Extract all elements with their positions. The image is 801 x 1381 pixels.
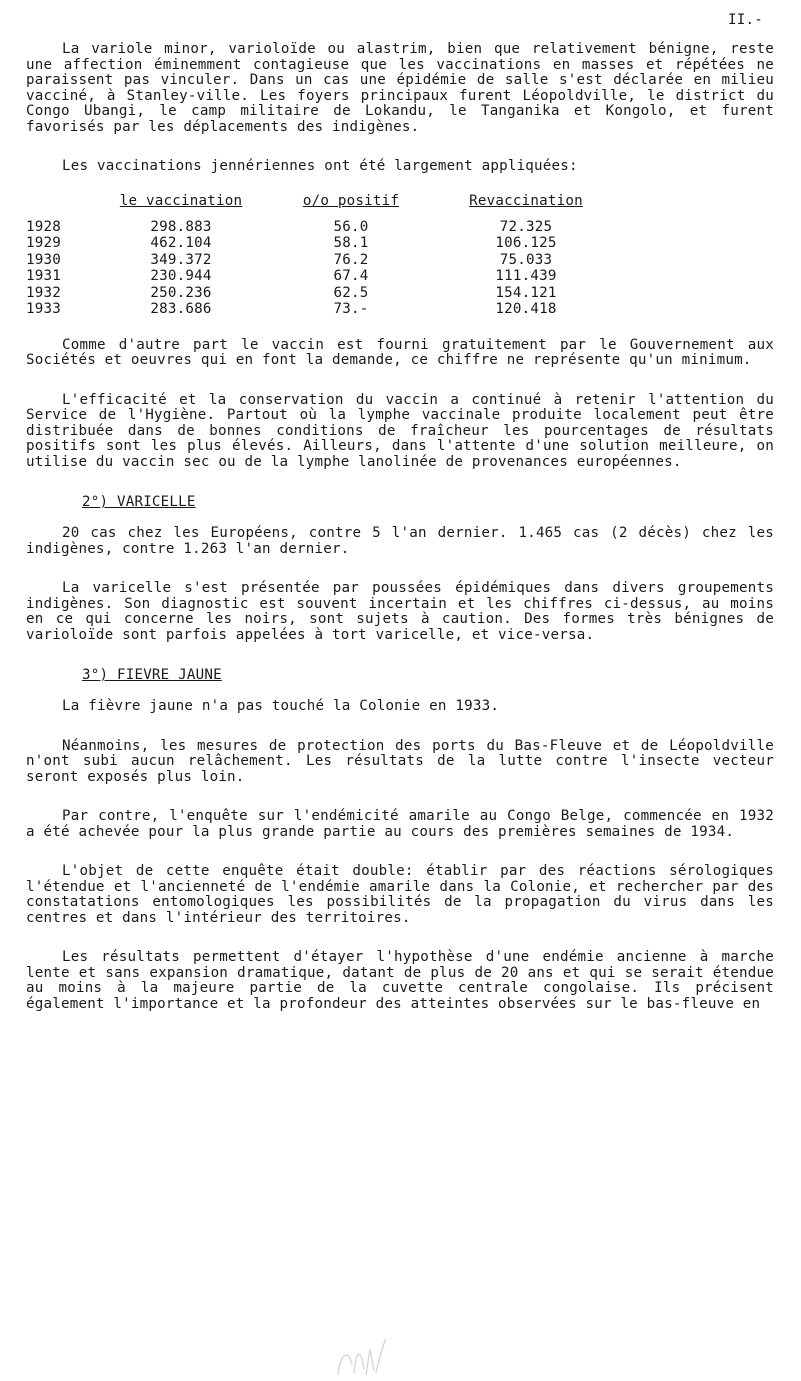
section-heading-fievre-jaune: 3°) FIEVRE JAUNE xyxy=(82,667,222,683)
table-cell-vaccination: 230.944 xyxy=(150,268,212,285)
paragraph-fievre-jaune-objet: L'objet de cette enquête était double: établir par des réactions sérologiques l'étendue et l'ancienneté de l'endémie amarile dans la Colonie, et rechercher par des constatations entomologiques les possibilités de la propagation du virus dans les centres et dans l'intérieur des territoires. xyxy=(26,863,774,926)
table-cell-revaccination: 72.325 xyxy=(499,218,553,235)
table-row xyxy=(26,301,616,318)
table-row xyxy=(26,219,616,236)
table-cell-year: 1932 xyxy=(26,284,61,301)
page-number: II.- xyxy=(728,12,763,28)
table-cell-year: 1928 xyxy=(26,218,61,235)
paragraph-fievre-jaune-protection: Néanmoins, les mesures de protection des ports du Bas-Fleuve et de Léopoldville n'ont subi aucun relâchement. Les résultats de la lutte contre l'insecte vecteur seront exposés plus loin. xyxy=(26,737,774,785)
table-row xyxy=(26,235,616,252)
table-row xyxy=(26,268,616,285)
table-cell-positif: 58.1 xyxy=(333,235,369,252)
table-cell-vaccination: 349.372 xyxy=(150,251,212,268)
table-cell-positif: 73.- xyxy=(333,301,369,318)
table-cell-positif: 76.2 xyxy=(333,251,369,268)
table-header-vaccination: le vaccination xyxy=(119,192,243,209)
table-header-year xyxy=(26,193,96,219)
table-cell-revaccination: 111.439 xyxy=(495,268,557,285)
paragraph-efficacite-vaccin: L'efficacité et la conservation du vaccin a continué à retenir l'attention du Service de l'Hygiène. Partout où la lymphe vaccinale produite localement peut être distribuée dans de bonnes conditions de fraîcheur les pourcentages de résultats positifs sont les plus élevés. Ailleurs, dans l'attente d'une solution meilleure, on utilise du vaccin sec ou de la lymphe lanolinée de provenances européennes. xyxy=(26,391,774,470)
table-header-row xyxy=(26,193,616,219)
vaccination-table xyxy=(26,193,616,318)
table-cell-year: 1933 xyxy=(26,301,61,318)
paragraph-varicelle-cases: 20 cas chez les Européens, contre 5 l'an dernier. 1.465 cas (2 décès) chez les indigènes, contre 1.263 l'an dernier. xyxy=(26,525,774,557)
table-cell-vaccination: 250.236 xyxy=(150,284,212,301)
page-body xyxy=(26,42,774,1036)
paragraph-variole: La variole minor, varioloïde ou alastrim, bien que relativement bénigne, reste une affection éminemment contagieuse que les vaccinations en masses et répétées ne paraissent pas vinculer. Dans un cas une épidémie de salle s'est déclarée en milieu vacciné, à Stanley-ville. Les foyers principaux furent Léopoldville, le district du Congo Ubangi, le camp militaire de Lokandu, le Tanganika et Kongolo, et furent favorisés par les déplacements des indigènes. xyxy=(26,41,774,135)
table-header-revaccination: Revaccination xyxy=(469,192,583,209)
table-cell-vaccination: 298.883 xyxy=(150,218,212,235)
table-cell-vaccination: 283.686 xyxy=(150,301,212,318)
paragraph-fievre-jaune-resultats: Les résultats permettent d'étayer l'hypothèse d'une endémie ancienne à marche lente et sans expansion dramatique, datant de plus de 20 ans et qui se serait étendue au moins à la majeure partie de la cuvette centrale congolaise. Ils précisent également l'importance et la profondeur des atteintes observées sur le bas-fleuve en xyxy=(26,949,774,1012)
table-row xyxy=(26,252,616,269)
paragraph-vaccin-gratuit: Comme d'autre part le vaccin est fourni gratuitement par le Gouvernement aux Sociétés et oeuvres qui en font la demande, ce chiffre ne représente qu'un minimum. xyxy=(26,336,774,368)
table-row xyxy=(26,285,616,302)
table-cell-year: 1930 xyxy=(26,251,61,268)
paragraph-varicelle-epidemiques: La varicelle s'est présentée par poussées épidémiques dans divers groupements indigènes. Son diagnostic est souvent incertain et les chiffres ci-dessus, au moins en ce qui concerne les noirs, sont sujets à caution. Des formes très bénignes de varioloïde sont parfois appelées à tort varicelle, et vice-versa. xyxy=(26,580,774,643)
table-cell-positif: 67.4 xyxy=(333,268,369,285)
table-cell-revaccination: 154.121 xyxy=(495,284,557,301)
table-cell-positif: 62.5 xyxy=(333,284,369,301)
table-cell-revaccination: 106.125 xyxy=(495,235,557,252)
table-cell-positif: 56.0 xyxy=(333,218,369,235)
table-cell-revaccination: 75.033 xyxy=(499,251,553,268)
paragraph-fievre-jaune-enquete: Par contre, l'enquête sur l'endémicité amarile au Congo Belge, commencée en 1932 a été achevée pour la plus grande partie au cours des premières semaines de 1934. xyxy=(26,808,774,840)
table-cell-year: 1929 xyxy=(26,235,61,252)
table-cell-vaccination: 462.104 xyxy=(150,235,212,252)
table-cell-year: 1931 xyxy=(26,268,61,285)
table-header-positif: o/o positif xyxy=(302,192,400,209)
paragraph-vaccinations-intro: Les vaccinations jennériennes ont été largement appliquées: xyxy=(62,158,578,174)
faint-stamp-mark xyxy=(330,1335,390,1379)
table-cell-revaccination: 120.418 xyxy=(495,301,557,318)
paragraph-fievre-jaune-colonie: La fièvre jaune n'a pas touché la Colonie en 1933. xyxy=(62,698,500,714)
section-heading-varicelle: 2°) VARICELLE xyxy=(82,494,196,510)
